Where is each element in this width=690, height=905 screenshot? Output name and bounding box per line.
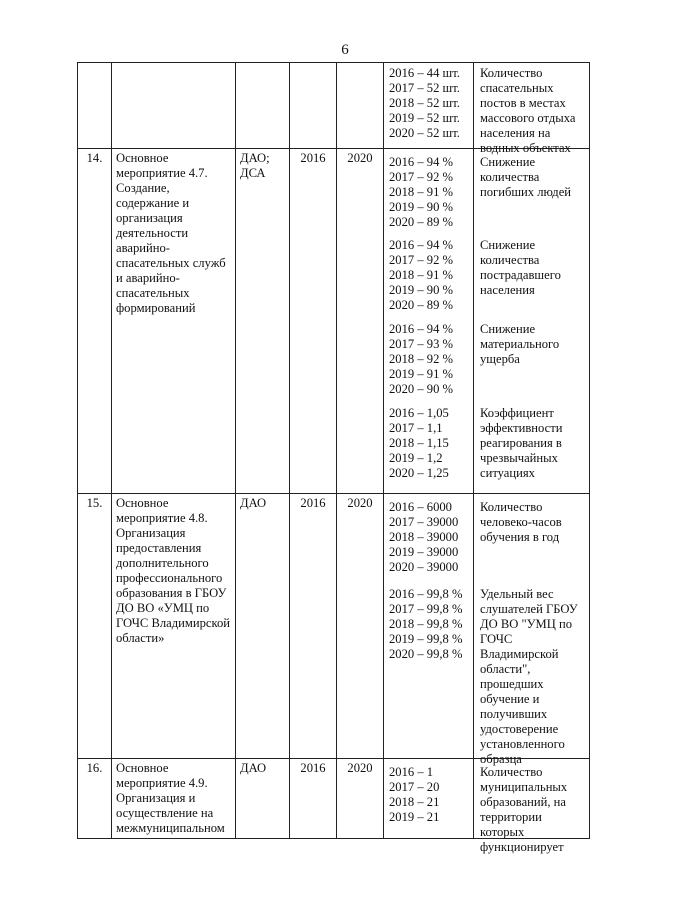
value-group (389, 322, 453, 397)
value-line: 2019 – 52 шт. (389, 111, 460, 125)
activity-name-line: Организация (116, 526, 186, 540)
activity-name-line: осуществление на (116, 806, 214, 820)
value-line: 2018 – 91 % (389, 185, 454, 199)
activity-name-line: спасательных служб (116, 256, 226, 270)
program-table (77, 62, 590, 854)
activity-name-line: организация (116, 211, 183, 225)
activity-name (112, 149, 236, 494)
executor (236, 494, 290, 759)
activity-name (112, 63, 236, 149)
value-line: 2018 – 92 % (389, 352, 454, 366)
value-line: 2018 – 1,15 (389, 436, 449, 450)
value-line: 2018 – 52 шт. (389, 96, 460, 110)
year-end: 2020 (337, 494, 384, 759)
activity-name-line: области» (116, 631, 165, 645)
indicator-text: Удельный вес слушателей ГБОУ ДО ВО "УМЦ по ГОЧС Владимирской области", прошедших обучение и получивших удостоверение установленного образца (480, 587, 578, 766)
target-values (384, 149, 474, 494)
activity-name-line: деятельности (116, 226, 189, 240)
executor-line: ДАО; (240, 151, 270, 165)
value-group (389, 238, 453, 313)
value-line: 2020 – 1,25 (389, 466, 449, 480)
row-number: 14. (78, 149, 112, 494)
value-line: 2018 – 91 % (389, 268, 454, 282)
table-row (78, 494, 590, 759)
activity-name-line: дополнительного (116, 556, 209, 570)
value-line: 2016 – 99,8 % (389, 587, 463, 601)
activity-name-line: профессионального (116, 571, 223, 585)
activity-name-line: Организация и (116, 791, 196, 805)
executor (236, 63, 290, 149)
activity-name-line: Создание, (116, 181, 170, 195)
indicators (474, 759, 590, 854)
value-group (389, 500, 458, 575)
year-start: 2016 (290, 149, 337, 494)
year-end: 2020 (337, 149, 384, 494)
value-line: 2020 – 89 % (389, 215, 454, 229)
indicator-text: Снижение количества погибших людей (480, 155, 572, 199)
value-line: 2020 – 39000 (389, 560, 459, 574)
indicator-text: Количество человеко-часов обучения в год (480, 500, 562, 544)
activity-name-line: мероприятие 4.7. (116, 166, 208, 180)
value-line: 2016 – 94 % (389, 155, 454, 169)
activity-name-line: и аварийно- (116, 271, 180, 285)
executor (236, 149, 290, 494)
value-line: 2017 – 1,1 (389, 421, 443, 435)
indicator-text: Снижение количества пострадавшего населения (480, 238, 561, 297)
activity-name-line: межмуниципальном (116, 821, 225, 835)
activity-name-line: Основное (116, 151, 169, 165)
activity-name-line: ДО ВО «УМЦ по (116, 601, 210, 615)
executor (236, 759, 290, 839)
value-line: 2019 – 90 % (389, 283, 454, 297)
value-line: 2020 – 52 шт. (389, 126, 460, 140)
activity-name-line: аварийно- (116, 241, 170, 255)
activity-name-line: предоставления (116, 541, 202, 555)
value-line: 2016 – 6000 (389, 500, 452, 514)
value-line: 2020 – 99,8 % (389, 647, 463, 661)
value-line: 2018 – 21 (389, 795, 440, 809)
value-line: 2016 – 44 шт. (389, 66, 460, 80)
indicators (474, 63, 590, 155)
value-line: 2018 – 39000 (389, 530, 459, 544)
executor-line: ДАО (240, 496, 267, 510)
activity-name (112, 494, 236, 759)
row-number: 15. (78, 494, 112, 759)
year-start: 2016 (290, 494, 337, 759)
indicator-text: Коэффициент эффективности реагирования в чрезвычайных ситуациях (480, 406, 563, 480)
activity-name (112, 759, 236, 839)
value-line: 2017 – 39000 (389, 515, 459, 529)
value-line: 2016 – 1 (389, 765, 434, 779)
value-line: 2017 – 52 шт. (389, 81, 460, 95)
row-number (78, 63, 112, 149)
table-row (78, 759, 590, 839)
value-line: 2016 – 1,05 (389, 406, 449, 420)
indicator-text: Количество муниципальных образований, на территории которых функционирует (480, 765, 568, 854)
row-number: 16. (78, 759, 112, 839)
value-line: 2020 – 89 % (389, 298, 454, 312)
value-line: 2019 – 21 (389, 810, 440, 824)
activity-name-line: образования в ГБОУ (116, 586, 227, 600)
executor-line: ДАО (240, 761, 267, 775)
target-values (384, 63, 474, 149)
activity-name-line: ГОЧС Владимирской (116, 616, 231, 630)
indicator-text: Снижение материального ущерба (480, 322, 560, 366)
value-group (389, 406, 449, 481)
activity-name-line: Основное (116, 761, 169, 775)
value-group (389, 155, 453, 230)
value-group (389, 587, 462, 662)
executor-line: ДСА (240, 166, 266, 180)
indicator-text: Количество спасательных постов в местах массового отдыха населения на водных объектах (480, 66, 576, 155)
value-line: 2016 – 94 % (389, 322, 454, 336)
value-line: 2020 – 90 % (389, 382, 454, 396)
year-start (290, 63, 337, 149)
value-line: 2019 – 1,2 (389, 451, 443, 465)
value-line: 2019 – 91 % (389, 367, 454, 381)
value-line: 2017 – 99,8 % (389, 602, 463, 616)
value-line: 2019 – 90 % (389, 200, 454, 214)
year-end: 2020 (337, 759, 384, 839)
indicators (474, 494, 590, 766)
activity-name-line: содержание и (116, 196, 190, 210)
activity-name-line: мероприятие 4.9. (116, 776, 208, 790)
page-number: 6 (341, 42, 349, 58)
target-values (384, 494, 474, 759)
value-line: 2017 – 93 % (389, 337, 454, 351)
value-line: 2017 – 20 (389, 780, 440, 794)
value-group (389, 765, 439, 825)
value-line: 2016 – 94 % (389, 238, 454, 252)
indicators (474, 149, 590, 494)
value-line: 2018 – 99,8 % (389, 617, 463, 631)
value-line: 2017 – 92 % (389, 253, 454, 267)
target-values (384, 759, 474, 839)
activity-name-line: формирований (116, 301, 196, 315)
activity-name-line: спасательных (116, 286, 190, 300)
value-line: 2019 – 39000 (389, 545, 459, 559)
table-row (78, 149, 590, 494)
table-row (78, 63, 590, 149)
value-group (389, 66, 460, 141)
value-line: 2017 – 92 % (389, 170, 454, 184)
year-end (337, 63, 384, 149)
year-start: 2016 (290, 759, 337, 839)
activity-name-line: мероприятие 4.8. (116, 511, 208, 525)
activity-name-line: Основное (116, 496, 169, 510)
value-line: 2019 – 99,8 % (389, 632, 463, 646)
